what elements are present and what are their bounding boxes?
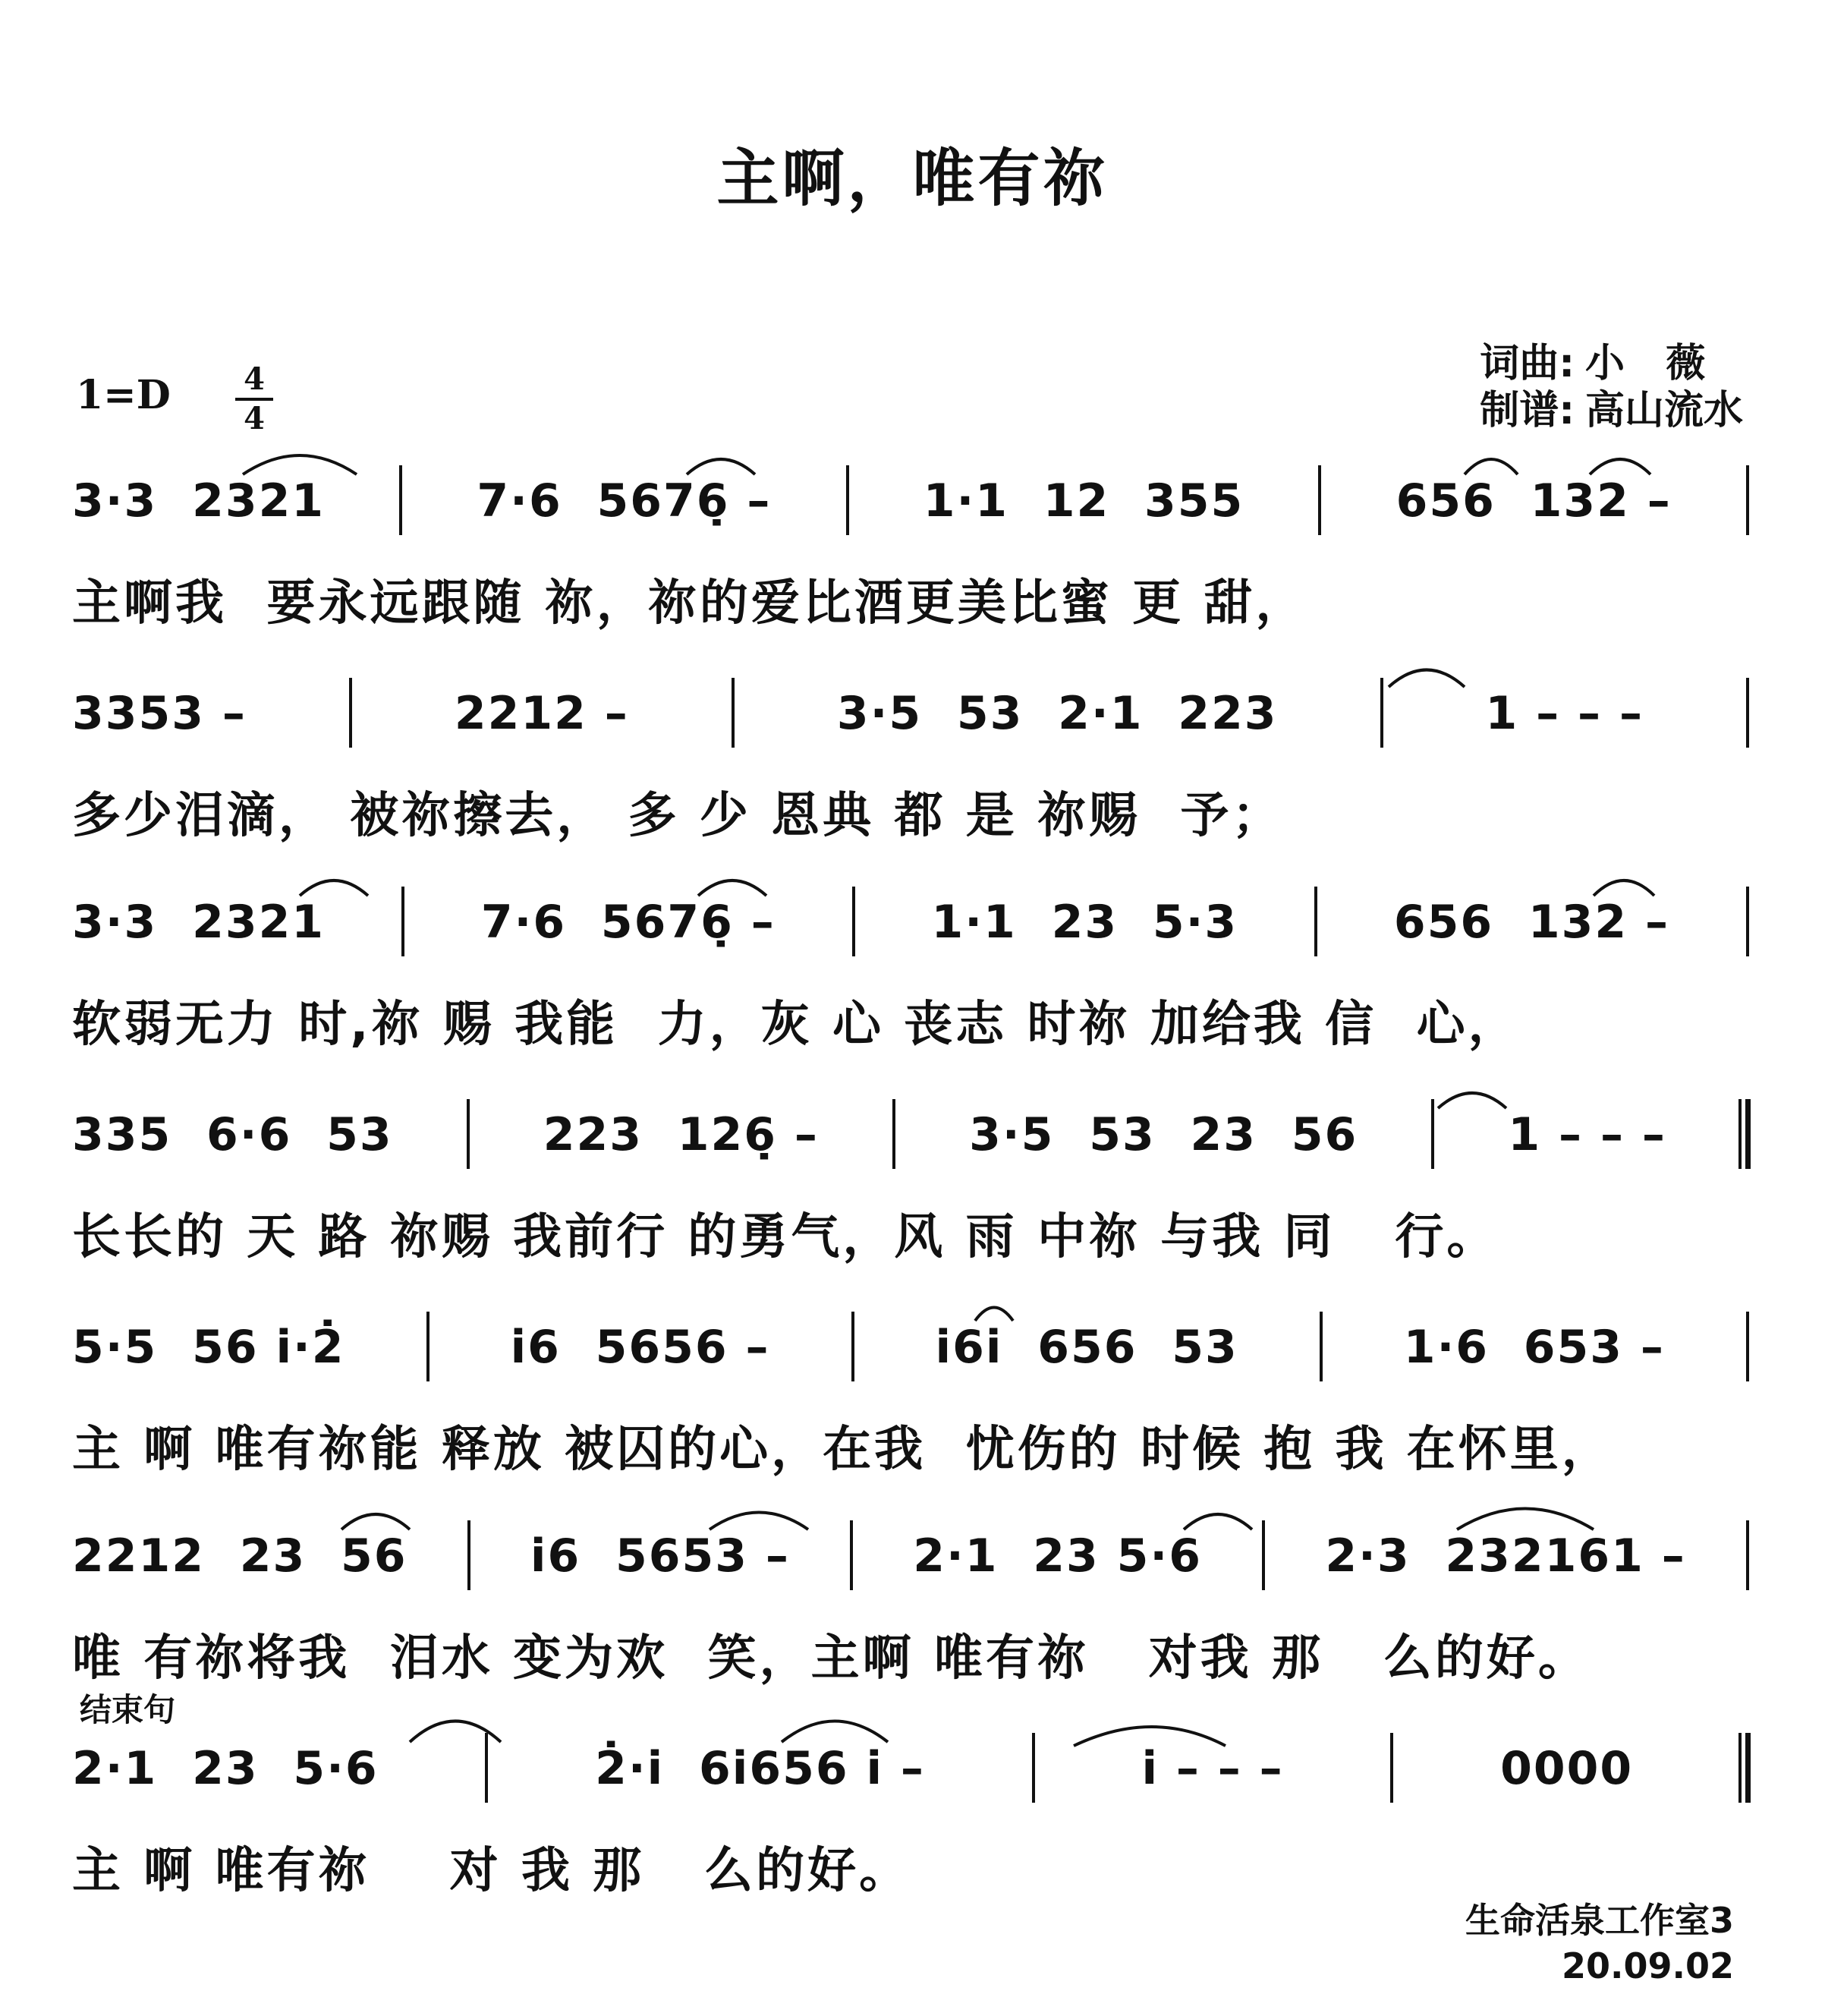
credit-label: 词曲: (1480, 341, 1575, 386)
studio-signature (1465, 1898, 1734, 1989)
barline (1320, 1312, 1323, 1381)
measure: 2·3 232161 – (1325, 1529, 1686, 1583)
measure: 3353 – (72, 687, 247, 740)
barline (399, 465, 402, 535)
barline (485, 1733, 488, 1803)
measure: 0000 (1500, 1742, 1634, 1795)
barline (846, 465, 849, 535)
barline (1318, 465, 1321, 535)
notes-row (72, 1108, 1757, 1161)
measure: 2·1 23 5·6 (72, 1742, 379, 1795)
barline (892, 1099, 895, 1169)
barline (852, 887, 855, 956)
lyrics-row: 多少泪滴， 被祢擦去， 多 少 恩典 都 是 祢赐 予； (72, 788, 1284, 844)
measure: i6i 656 53 (935, 1321, 1238, 1374)
credits (1480, 340, 1743, 434)
lyrics-row: 唯 有祢将我 泪水 变为欢 笑，主啊 唯有祢 对我 那 么的好。 (72, 1630, 1590, 1687)
song-title: 主啊，唯有祢 (716, 143, 1109, 215)
measure: 2̇·i 6i656 i – (595, 1742, 925, 1795)
measure: 7·6 5676̣ – (480, 896, 776, 949)
measure: 5·5 56 i·2̇ (72, 1321, 345, 1374)
barline (467, 1099, 470, 1169)
measure: 223 126̣ – (543, 1108, 819, 1161)
notes-row (72, 1321, 1757, 1374)
measure: 1·1 12 355 (923, 474, 1244, 528)
notes-row (72, 896, 1757, 949)
credit-notation (1480, 387, 1743, 434)
time-signature (235, 363, 273, 436)
measure: 656 132 – (1395, 474, 1672, 528)
measure: i6 5653 – (530, 1529, 790, 1583)
barline (1746, 1520, 1749, 1590)
credit-value: 小 薇 (1584, 341, 1706, 386)
measure: 3·3 2321 (72, 474, 326, 528)
studio-name: 生命活泉工作室3 (1465, 1900, 1734, 1941)
notes-row (72, 1742, 1757, 1795)
measure: 1 – – – (1508, 1108, 1666, 1161)
barline (1746, 887, 1749, 956)
time-signature-top: 4 (244, 361, 265, 397)
measure: i – – – (1141, 1742, 1284, 1795)
barline (467, 1520, 470, 1590)
measure: i6 5656 – (510, 1321, 770, 1374)
barline (1746, 678, 1749, 748)
barline (732, 678, 735, 748)
barline (1380, 678, 1383, 748)
measure: 335 6·6 53 (72, 1108, 393, 1161)
key-signature: 1=D (76, 372, 171, 418)
barline (1431, 1099, 1434, 1169)
measure: 3·5 53 23 56 (969, 1108, 1358, 1161)
lyrics-row: 长长的 天 路 祢赐 我前行 的勇气，风 雨 中祢 与我 同 行。 (72, 1209, 1499, 1265)
notes-row (72, 687, 1757, 740)
measure: 1·6 653 – (1403, 1321, 1665, 1374)
notes-row (72, 1529, 1757, 1583)
credit-value: 高山流水 (1584, 388, 1743, 433)
barline (851, 1312, 854, 1381)
ending-label: 结束句 (80, 1691, 176, 1728)
lyrics-row: 软弱无力 时,祢 赐 我能 力，灰 心 丧志 时祢 加给我 信 心， (72, 997, 1520, 1053)
barline (1314, 887, 1317, 956)
barline (349, 678, 352, 748)
measure: 2·1 23 5·6 (913, 1529, 1202, 1583)
double-barline (1738, 1733, 1751, 1803)
lyrics-row: 主 啊 唯有祢 对 我 那 么的好。 (72, 1843, 911, 1899)
barline (850, 1520, 853, 1590)
barline (1746, 465, 1749, 535)
measure: 656 132 – (1393, 896, 1670, 949)
time-signature-bottom: 4 (244, 401, 265, 436)
double-barline (1738, 1099, 1751, 1169)
measure: 3·5 53 2·1 223 (836, 687, 1278, 740)
measure: 1·1 23 5·3 (931, 896, 1238, 949)
notes-row (72, 474, 1757, 528)
credit-label: 制谱: (1480, 388, 1575, 433)
barline (1032, 1733, 1035, 1803)
measure: 2212 – (454, 687, 629, 740)
barline (426, 1312, 430, 1381)
measure: 3·3 2321 (72, 896, 326, 949)
barline (1746, 1312, 1749, 1381)
barline (1390, 1733, 1393, 1803)
barline (401, 887, 404, 956)
barline (1262, 1520, 1265, 1590)
credit-lyrics-music (1480, 340, 1743, 387)
measure: 1 – – – (1485, 687, 1644, 740)
lyrics-row: 主啊我 要永远跟随 祢，祢的爱比酒更美比蜜 更 甜， (72, 575, 1307, 632)
measure: 7·6 5676̣ – (477, 474, 772, 528)
measure: 2212 23 56 (72, 1529, 407, 1583)
lyrics-row: 主 啊 唯有祢能 释放 被囚的心，在我 忧伤的 时候 抱 我 在怀里， (72, 1422, 1613, 1478)
date: 20.09.02 (1562, 1945, 1734, 1986)
